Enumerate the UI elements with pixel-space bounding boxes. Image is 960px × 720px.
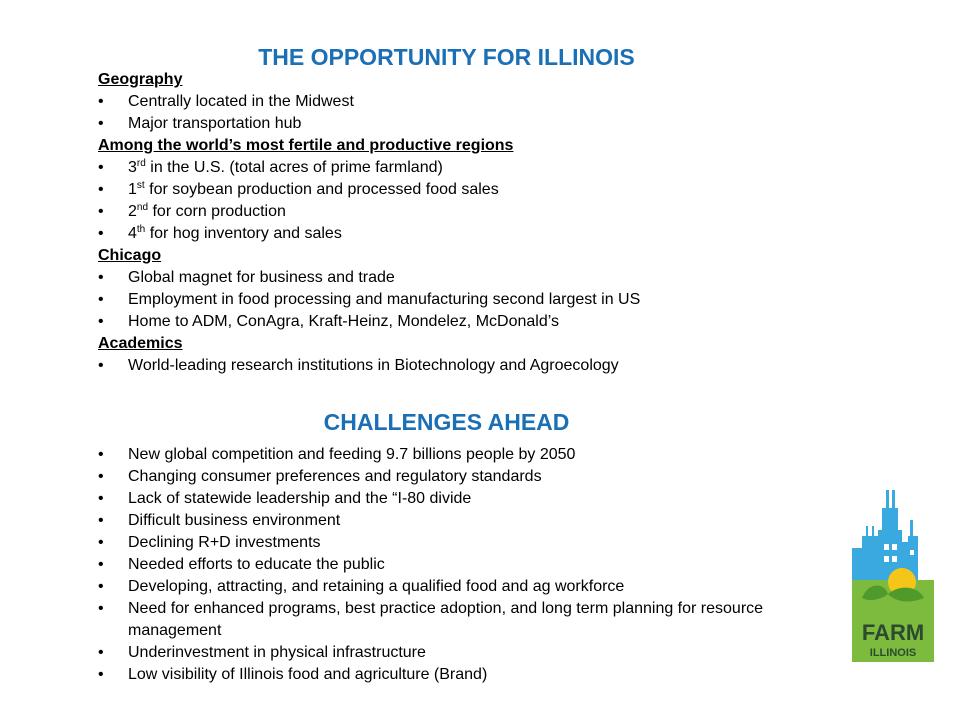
challenge-item: [98, 510, 818, 532]
farm-illinois-logo: [848, 490, 936, 666]
rank-suffix: th: [136, 224, 146, 235]
challenge-item: [98, 444, 818, 466]
challenge-item: [98, 598, 818, 642]
section-heading: Chicago: [98, 247, 162, 264]
item-text: Employment in food processing and manufacturing second largest in US: [128, 291, 641, 308]
rank-number: 2: [128, 203, 137, 220]
item-text: Lack of statewide leadership and the “I-80 divide: [128, 490, 472, 507]
challenge-item: [98, 488, 818, 510]
opportunity-title: THE OPPORTUNITY FOR ILLINOIS: [258, 44, 635, 70]
bullet-icon: •: [98, 666, 104, 683]
list-item: [98, 311, 818, 333]
section-heading: Academics: [98, 335, 183, 352]
challenge-item: [98, 576, 818, 598]
rank-number: 3: [128, 159, 137, 176]
item-text: Need for enhanced programs, best practice adoption, and long term planning for resource management: [128, 600, 764, 639]
item-text: Needed efforts to educate the public: [128, 556, 385, 573]
challenge-item: [98, 554, 818, 576]
rank-number: 4: [128, 225, 137, 242]
item-text: Changing consumer preferences and regulatory standards: [128, 468, 542, 485]
list-item: [98, 355, 818, 377]
bullet-icon: •: [98, 512, 104, 529]
item-text: Developing, attracting, and retaining a qualified food and ag workforce: [128, 578, 625, 595]
challenge-item: [98, 466, 818, 488]
item-text: in the U.S. (total acres of prime farmland): [145, 159, 443, 176]
bullet-icon: •: [98, 225, 104, 242]
list-item: [98, 91, 818, 113]
item-text: for soybean production and processed food sales: [144, 181, 499, 198]
bullet-icon: •: [98, 313, 104, 330]
item-text: Low visibility of Illinois food and agriculture (Brand): [128, 666, 488, 683]
item-text: Global magnet for business and trade: [128, 269, 395, 286]
bullet-icon: •: [98, 203, 104, 220]
logo-illinois-text: ILLINOIS: [869, 647, 917, 659]
opportunity-list: [98, 69, 818, 377]
list-item: [98, 113, 818, 135]
bullet-icon: •: [98, 490, 104, 507]
item-text: Home to ADM, ConAgra, Kraft-Heinz, Mondelez, McDonald’s: [128, 313, 559, 330]
rank-suffix: rd: [136, 158, 146, 169]
list-item: [98, 157, 818, 179]
challenges-title: CHALLENGES AHEAD: [323, 409, 570, 435]
item-text: World-leading research institutions in Biotechnology and Agroecology: [128, 357, 619, 374]
list-item: [98, 289, 818, 311]
item-text: Underinvestment in physical infrastructure: [128, 644, 426, 661]
bullet-icon: •: [98, 468, 104, 485]
bullet-icon: •: [98, 556, 104, 573]
bullet-icon: •: [98, 181, 104, 198]
item-text: for hog inventory and sales: [145, 225, 342, 242]
item-text: Centrally located in the Midwest: [128, 93, 354, 110]
list-item: [98, 201, 818, 223]
item-text: for corn production: [148, 203, 286, 220]
bullet-icon: •: [98, 644, 104, 661]
list-item: [98, 179, 818, 201]
item-text: Declining R+D investments: [128, 534, 321, 551]
rank-suffix: st: [136, 180, 145, 191]
list-item: [98, 267, 818, 289]
challenges-list: [98, 444, 818, 686]
challenge-item: [98, 664, 818, 686]
bullet-icon: •: [98, 534, 104, 551]
rank-suffix: nd: [136, 202, 149, 213]
bullet-icon: •: [98, 578, 104, 595]
item-text: Major transportation hub: [128, 115, 302, 132]
bullet-icon: •: [98, 159, 104, 176]
bullet-icon: •: [98, 600, 104, 617]
bullet-icon: •: [98, 269, 104, 286]
logo-farm-text: FARM: [861, 620, 925, 645]
bullet-icon: •: [98, 115, 104, 132]
rank-number: 1: [128, 181, 137, 198]
list-item: [98, 223, 818, 245]
item-text: New global competition and feeding 9.7 billions people by 2050: [128, 446, 576, 463]
skyline-icon: [852, 490, 918, 580]
section-heading: Geography: [98, 71, 183, 88]
challenge-item: [98, 642, 818, 664]
bullet-icon: •: [98, 357, 104, 374]
item-text: Difficult business environment: [128, 512, 341, 529]
section-heading: Among the world’s most fertile and productive regions: [98, 137, 514, 154]
bullet-icon: •: [98, 93, 104, 110]
bullet-icon: •: [98, 446, 104, 463]
bullet-icon: •: [98, 291, 104, 308]
challenge-item: [98, 532, 818, 554]
